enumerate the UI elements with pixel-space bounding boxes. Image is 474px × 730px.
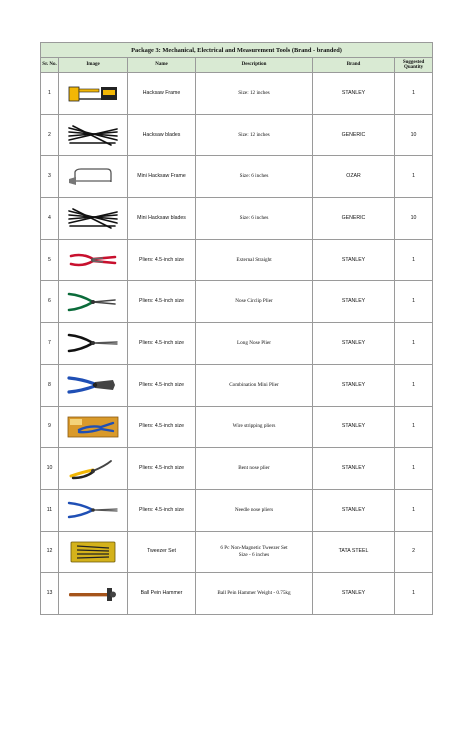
image-cell — [59, 448, 128, 490]
sr-no-cell: 2 — [41, 114, 59, 156]
sr-no-cell: 8 — [41, 364, 59, 406]
description-line: Combination Mini Plier — [229, 381, 279, 388]
description-line: Size: 12 inches — [238, 89, 270, 96]
image-cell — [59, 156, 128, 198]
name-cell: Pliers: 4.5-inch size — [128, 364, 196, 406]
description-line: External Straight — [236, 256, 272, 263]
description-line: Size: 6 inches — [239, 214, 269, 221]
image-cell — [59, 73, 128, 115]
quantity-cell: 1 — [395, 239, 433, 281]
sr-no-cell: 4 — [41, 198, 59, 240]
name-cell: Hacksaw Frame — [128, 73, 196, 115]
quantity-cell: 1 — [395, 281, 433, 323]
table-row — [41, 406, 433, 448]
sr-no-cell: 1 — [41, 73, 59, 115]
col-name: Name — [128, 58, 196, 73]
sr-no-cell: 7 — [41, 323, 59, 365]
description-cell — [196, 364, 313, 406]
brand-cell: STANLEY — [313, 364, 395, 406]
table-row — [41, 239, 433, 281]
description-cell — [196, 489, 313, 531]
table-row — [41, 364, 433, 406]
brand-cell: STANLEY — [313, 281, 395, 323]
table-row — [41, 114, 433, 156]
description-cell — [196, 573, 313, 615]
hacksaw-blades-icon — [59, 205, 127, 231]
sr-no-cell: 10 — [41, 448, 59, 490]
brand-cell: OZAR — [313, 156, 395, 198]
pliers-red-icon — [59, 247, 127, 273]
sr-no-cell: 13 — [41, 573, 59, 615]
col-image: Image — [59, 58, 128, 73]
tweezer-set-icon — [59, 539, 127, 565]
brand-cell: STANLEY — [313, 323, 395, 365]
description-line: Needle nose pliers — [234, 506, 274, 513]
sr-no-cell: 9 — [41, 406, 59, 448]
description-line-2: Size - 6 inches — [238, 551, 270, 558]
table-row — [41, 489, 433, 531]
quantity-cell: 1 — [395, 364, 433, 406]
name-cell: Tweezer Set — [128, 531, 196, 573]
image-cell — [59, 573, 128, 615]
description-cell — [196, 198, 313, 240]
brand-cell: TATA STEEL — [313, 531, 395, 573]
quantity-cell: 10 — [395, 198, 433, 240]
description-line: Bent nose plier — [238, 465, 270, 472]
table-row — [41, 281, 433, 323]
name-cell: Mini Hacksaw blades — [128, 198, 196, 240]
image-cell — [59, 114, 128, 156]
sr-no-cell: 12 — [41, 531, 59, 573]
quantity-cell: 2 — [395, 531, 433, 573]
table-row — [41, 448, 433, 490]
brand-cell: STANLEY — [313, 406, 395, 448]
image-cell — [59, 489, 128, 531]
image-cell — [59, 198, 128, 240]
brand-cell: STANLEY — [313, 239, 395, 281]
brand-cell: STANLEY — [313, 448, 395, 490]
brand-cell: STANLEY — [313, 73, 395, 115]
brand-cell: STANLEY — [313, 573, 395, 615]
sr-no-cell: 5 — [41, 239, 59, 281]
description-line: Nose Circlip Plier — [235, 298, 273, 305]
quantity-cell: 1 — [395, 573, 433, 615]
description-cell — [196, 239, 313, 281]
package-title: Package 3: Mechanical, Electrical and Measurement Tools (Brand - branded) — [41, 43, 433, 58]
hacksaw-blades-icon — [59, 122, 127, 148]
description-cell — [196, 406, 313, 448]
pliers-blue-needle-icon — [59, 497, 127, 523]
name-cell: Pliers: 4.5-inch size — [128, 406, 196, 448]
mini-hacksaw-frame-icon — [59, 164, 127, 190]
pliers-blue-icon — [59, 372, 127, 398]
table-row — [41, 73, 433, 115]
description-line: Long Nose Plier — [236, 339, 271, 346]
ball-pein-hammer-icon — [59, 581, 127, 607]
table-row — [41, 198, 433, 240]
name-cell: Pliers: 4.5-inch size — [128, 239, 196, 281]
pliers-yellow-icon — [59, 456, 127, 482]
col-brand: Brand — [313, 58, 395, 73]
wire-stripper-pack-icon — [59, 414, 127, 440]
image-cell — [59, 406, 128, 448]
pliers-green-icon — [59, 289, 127, 315]
brand-cell: GENERIC — [313, 198, 395, 240]
description-line: Size: 6 inches — [239, 173, 269, 180]
image-cell — [59, 281, 128, 323]
description-cell — [196, 531, 313, 573]
image-cell — [59, 323, 128, 365]
quantity-cell: 1 — [395, 156, 433, 198]
tools-table — [40, 42, 433, 615]
description-line: 6 Pc Non-Magnetic Tweezer Set — [220, 544, 288, 551]
name-cell: Hacksaw blades — [128, 114, 196, 156]
hacksaw-frame-yellow-icon — [59, 80, 127, 106]
description-cell — [196, 323, 313, 365]
image-cell — [59, 364, 128, 406]
sr-no-cell: 3 — [41, 156, 59, 198]
description-cell — [196, 156, 313, 198]
table-row — [41, 156, 433, 198]
name-cell: Pliers: 4.5-inch size — [128, 489, 196, 531]
quantity-cell: 10 — [395, 114, 433, 156]
quantity-cell: 1 — [395, 448, 433, 490]
col-description: Description — [196, 58, 313, 73]
image-cell — [59, 239, 128, 281]
description-line: Wire stripping pliers — [232, 423, 276, 430]
image-cell — [59, 531, 128, 573]
quantity-cell: 1 — [395, 406, 433, 448]
description-line: Size: 12 inches — [238, 131, 270, 138]
description-cell — [196, 73, 313, 115]
quantity-cell: 1 — [395, 489, 433, 531]
description-cell — [196, 281, 313, 323]
name-cell: Pliers: 4.5-inch size — [128, 448, 196, 490]
description-cell — [196, 114, 313, 156]
table-row — [41, 531, 433, 573]
name-cell: Ball Pein Hammer — [128, 573, 196, 615]
table-row — [41, 573, 433, 615]
col-quantity: Suggested Quantity — [395, 58, 433, 73]
header-row — [41, 58, 433, 73]
table-row — [41, 323, 433, 365]
description-cell — [196, 448, 313, 490]
col-sr-no: Sr. No. — [41, 58, 59, 73]
sr-no-cell: 6 — [41, 281, 59, 323]
name-cell: Mini Hacksaw Frame — [128, 156, 196, 198]
sr-no-cell: 11 — [41, 489, 59, 531]
pliers-black-icon — [59, 330, 127, 356]
quantity-cell: 1 — [395, 73, 433, 115]
description-line: Ball Pein Hammer Weight - 0.75kg — [217, 590, 291, 597]
brand-cell: GENERIC — [313, 114, 395, 156]
name-cell: Pliers: 4.5-inch size — [128, 281, 196, 323]
quantity-cell: 1 — [395, 323, 433, 365]
name-cell: Pliers: 4.5-inch size — [128, 323, 196, 365]
brand-cell: STANLEY — [313, 489, 395, 531]
